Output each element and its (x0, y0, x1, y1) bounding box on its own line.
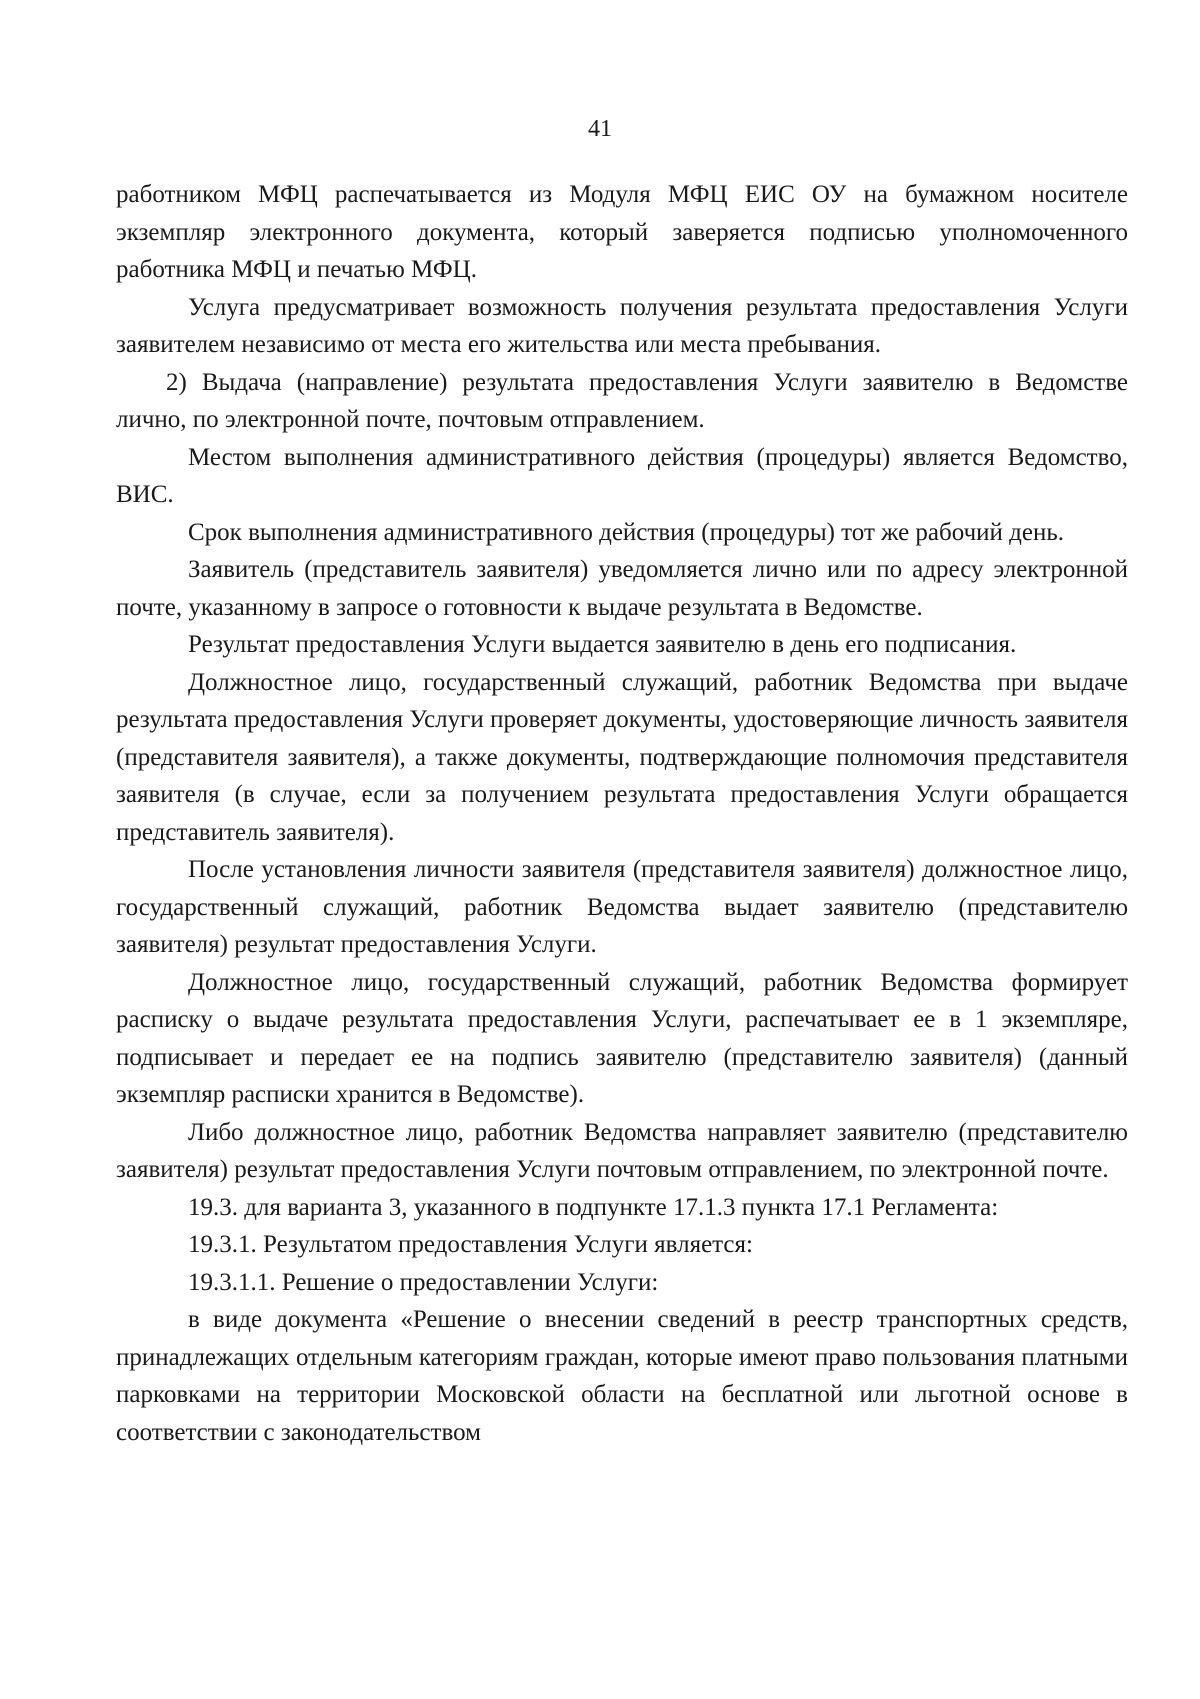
paragraph-result-issue-day: Результат предоставления Услуги выдается заявителю в день его подписания. (188, 631, 1017, 658)
paragraph-decision-document: в виде документа «Решение о внесении сведений в реестр транспортных средств, принадлежащих отдельным категориям граждан, которые имеют право пользования платными парковками на территории Московской области на бесплатной или льготной основе в соответствии с законодательством (116, 1306, 1128, 1446)
paragraph-19-3-1-1: 19.3.1.1. Решение о предоставлении Услуги: (188, 1268, 659, 1296)
paragraph-mfc-printout: работником МФЦ распечатывается из Модуля МФЦ ЕИС ОУ на бумажном носителе экземпляр электронного документа, который заверяется подписью уполномоченного работника МФЦ и печатью МФЦ. (116, 181, 1128, 283)
paragraph-applicant-notification: Заявитель (представитель заявителя) уведомляется лично или по адресу электронной почте, указанному в запросе о готовности к выдаче результата в Ведомстве. (116, 556, 1128, 621)
paragraph-execution-term: Срок выполнения административного действия (процедуры) тот же рабочий день. (188, 518, 1065, 546)
paragraph-result-handover: После установления личности заявителя (представителя заявителя) должностное лицо, государственный служащий, работник Ведомства выдает заявителю (представителю заявителя) результат предоставления Услуги. (116, 856, 1128, 958)
paragraph-variant-3: 19.3. для варианта 3, указанного в подпункте 17.1.3 пункта 17.1 Регламента: (188, 1193, 999, 1221)
document-body (116, 176, 1128, 1451)
paragraph-service-extraterritorial: Услуга предусматривает возможность получения результата предоставления Услуги заявителем независимо от места его жительства или места пребывания. (116, 293, 1128, 358)
page-number: 41 (588, 116, 612, 142)
paragraph-19-3-1: 19.3.1. Результатом предоставления Услуги является: (188, 1231, 753, 1258)
paragraph-place-of-execution: Местом выполнения административного действия (процедуры) является Ведомство, ВИС. (116, 443, 1128, 508)
paragraph-identity-check: Должностное лицо, государственный служащий, работник Ведомства при выдаче результата предоставления Услуги проверяет документы, удостоверяющие личность заявителя (представителя заявителя), а также документы, подтверждающие полномочия представителя заявителя (в случае, если за получением результата предоставления Услуги обращается представитель заявителя). (116, 668, 1128, 846)
paragraph-postal-delivery: Либо должностное лицо, работник Ведомства направляет заявителю (представителю заявителя) результат предоставления Услуги почтовым отправлением, по электронной почте. (116, 1118, 1128, 1183)
paragraph-issue-in-agency: 2) Выдача (направление) результата предоставления Услуги заявителю в Ведомстве лично, по электронной почте, почтовым отправлением. (116, 368, 1128, 433)
paragraph-receipt: Должностное лицо, государственный служащий, работник Ведомства формирует расписку о выдаче результата предоставления Услуги, распечатывает ее в 1 экземпляре, подписывает и передает ее на подпись заявителю (представителю заявителя) (данный экземпляр расписки хранится в Ведомстве). (116, 968, 1128, 1108)
